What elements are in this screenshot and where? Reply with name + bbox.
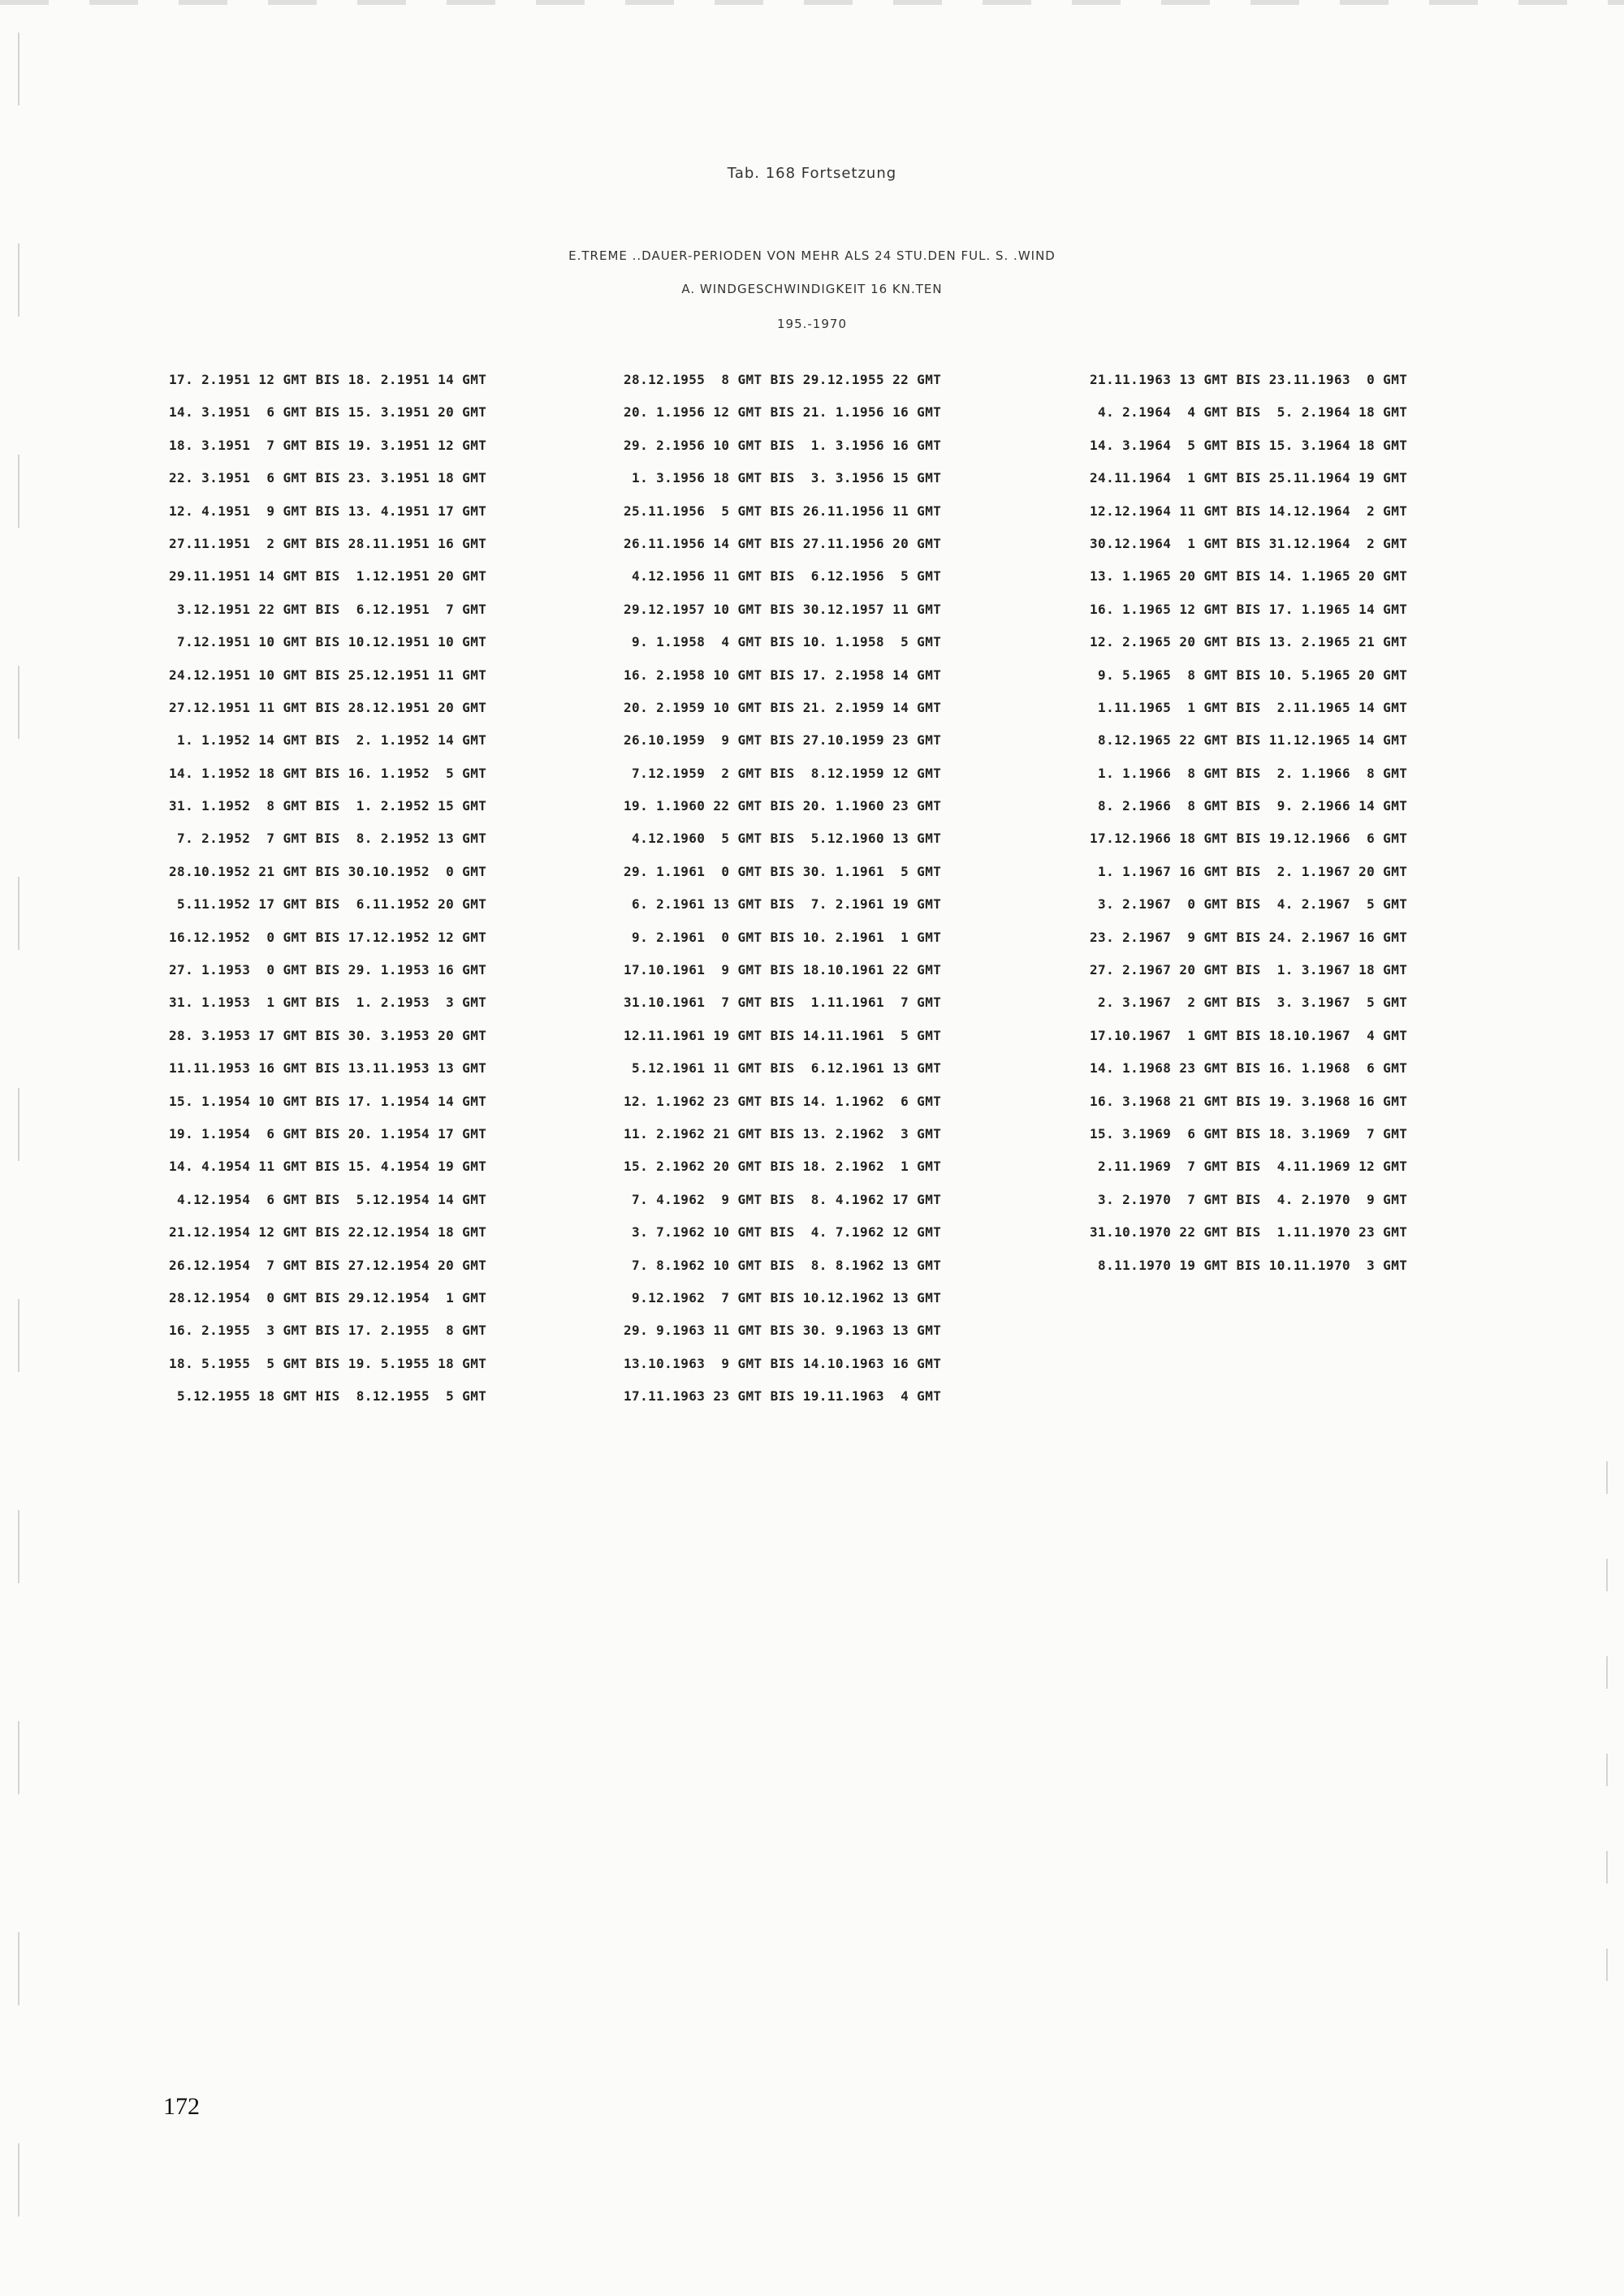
period-row: 15. 3.1969 6 GMT BIS 18. 3.1969 7 GMT <box>1090 1125 1408 1142</box>
period-row: 8. 2.1966 8 GMT BIS 9. 2.1966 14 GMT <box>1090 798 1408 814</box>
period-row: 14. 4.1954 11 GMT BIS 15. 4.1954 19 GMT <box>169 1159 487 1175</box>
period-row: 1. 1.1952 14 GMT BIS 2. 1.1952 14 GMT <box>169 732 487 749</box>
period-row: 3. 7.1962 10 GMT BIS 4. 7.1962 12 GMT <box>624 1224 942 1241</box>
period-column-3 <box>1090 364 1496 1282</box>
period-row: 16. 2.1955 3 GMT BIS 17. 2.1955 8 GMT <box>169 1323 487 1339</box>
period-row: 24.11.1964 1 GMT BIS 25.11.1964 19 GMT <box>1090 470 1408 486</box>
period-row: 19. 1.1960 22 GMT BIS 20. 1.1960 23 GMT <box>624 798 942 814</box>
period-row: 29.12.1957 10 GMT BIS 30.12.1957 11 GMT <box>624 601 942 617</box>
period-row: 6. 2.1961 13 GMT BIS 7. 2.1961 19 GMT <box>624 896 942 913</box>
period-row: 29. 1.1961 0 GMT BIS 30. 1.1961 5 GMT <box>624 863 942 879</box>
period-row: 16. 1.1965 12 GMT BIS 17. 1.1965 14 GMT <box>1090 601 1408 617</box>
period-row: 30.12.1964 1 GMT BIS 31.12.1964 2 GMT <box>1090 535 1408 551</box>
table-title: E.TREME ..DAUER-PERIODEN VON MEHR ALS 24 STU.DEN FUL. S. .WIND <box>568 248 1056 263</box>
period-row: 14. 1.1952 18 GMT BIS 16. 1.1952 5 GMT <box>169 765 487 781</box>
period-row: 27. 2.1967 20 GMT BIS 1. 3.1967 18 GMT <box>1090 962 1408 978</box>
period-row: 1.11.1965 1 GMT BIS 2.11.1965 14 GMT <box>1090 699 1408 715</box>
period-row: 17.11.1963 23 GMT BIS 19.11.1963 4 GMT <box>624 1388 942 1405</box>
period-row: 18. 5.1955 5 GMT BIS 19. 5.1955 18 GMT <box>169 1355 487 1371</box>
period-row: 2.11.1969 7 GMT BIS 4.11.1969 12 GMT <box>1090 1159 1408 1175</box>
period-row: 26.10.1959 9 GMT BIS 27.10.1959 23 GMT <box>624 732 942 749</box>
period-row: 12.11.1961 19 GMT BIS 14.11.1961 5 GMT <box>624 1027 942 1043</box>
period-row: 4.12.1960 5 GMT BIS 5.12.1960 13 GMT <box>624 831 942 847</box>
period-row: 1. 3.1956 18 GMT BIS 3. 3.1956 15 GMT <box>624 470 942 486</box>
period-row: 20. 2.1959 10 GMT BIS 21. 2.1959 14 GMT <box>624 699 942 715</box>
period-row: 7.12.1951 10 GMT BIS 10.12.1951 10 GMT <box>169 634 487 650</box>
period-row: 8.12.1965 22 GMT BIS 11.12.1965 14 GMT <box>1090 732 1408 749</box>
period-row: 4.12.1954 6 GMT BIS 5.12.1954 14 GMT <box>169 1191 487 1207</box>
period-row: 4. 2.1964 4 GMT BIS 5. 2.1964 18 GMT <box>1090 404 1408 421</box>
period-row: 17.10.1961 9 GMT BIS 18.10.1961 22 GMT <box>624 962 942 978</box>
period-row: 16.12.1952 0 GMT BIS 17.12.1952 12 GMT <box>169 929 487 945</box>
period-row: 9. 5.1965 8 GMT BIS 10. 5.1965 20 GMT <box>1090 667 1408 683</box>
period-row: 28.12.1954 0 GMT BIS 29.12.1954 1 GMT <box>169 1289 487 1306</box>
period-row: 28.12.1955 8 GMT BIS 29.12.1955 22 GMT <box>624 372 942 387</box>
period-row: 3.12.1951 22 GMT BIS 6.12.1951 7 GMT <box>169 601 487 617</box>
period-row: 27.12.1951 11 GMT BIS 28.12.1951 20 GMT <box>169 699 487 715</box>
period-row: 15. 1.1954 10 GMT BIS 17. 1.1954 14 GMT <box>169 1093 487 1109</box>
period-row: 5.12.1961 11 GMT BIS 6.12.1961 13 GMT <box>624 1060 942 1077</box>
period-row: 4.12.1956 11 GMT BIS 6.12.1956 5 GMT <box>624 568 942 585</box>
period-row: 16. 3.1968 21 GMT BIS 19. 3.1968 16 GMT <box>1090 1093 1408 1109</box>
table-subtitle: A. WINDGESCHWINDIGKEIT 16 KN.TEN <box>681 282 943 296</box>
period-row: 1. 1.1967 16 GMT BIS 2. 1.1967 20 GMT <box>1090 863 1408 879</box>
period-row: 7. 4.1962 9 GMT BIS 8. 4.1962 17 GMT <box>624 1191 942 1207</box>
period-row: 31. 1.1953 1 GMT BIS 1. 2.1953 3 GMT <box>169 995 487 1011</box>
period-row: 7. 2.1952 7 GMT BIS 8. 2.1952 13 GMT <box>169 831 487 847</box>
page-number: 172 <box>163 2093 200 2120</box>
period-row: 13.10.1963 9 GMT BIS 14.10.1963 16 GMT <box>624 1355 942 1371</box>
period-row: 1. 1.1966 8 GMT BIS 2. 1.1966 8 GMT <box>1090 765 1408 781</box>
period-row: 29. 2.1956 10 GMT BIS 1. 3.1956 16 GMT <box>624 437 942 453</box>
scan-edge-left <box>18 32 19 2257</box>
period-row: 12. 4.1951 9 GMT BIS 13. 4.1951 17 GMT <box>169 503 487 519</box>
period-column-2 <box>624 364 1030 1413</box>
period-row: 2. 3.1967 2 GMT BIS 3. 3.1967 5 GMT <box>1090 995 1408 1011</box>
period-row: 3. 2.1970 7 GMT BIS 4. 2.1970 9 GMT <box>1090 1191 1408 1207</box>
period-row: 5.12.1955 18 GMT HIS 8.12.1955 5 GMT <box>169 1388 487 1405</box>
period-row: 7. 8.1962 10 GMT BIS 8. 8.1962 13 GMT <box>624 1257 942 1273</box>
period-row: 31.10.1970 22 GMT BIS 1.11.1970 23 GMT <box>1090 1224 1408 1241</box>
period-row: 7.12.1959 2 GMT BIS 8.12.1959 12 GMT <box>624 765 942 781</box>
period-row: 17.10.1967 1 GMT BIS 18.10.1967 4 GMT <box>1090 1027 1408 1043</box>
period-row: 14. 3.1951 6 GMT BIS 15. 3.1951 20 GMT <box>169 404 487 421</box>
period-row: 27. 1.1953 0 GMT BIS 29. 1.1953 16 GMT <box>169 962 487 978</box>
period-row: 17.12.1966 18 GMT BIS 19.12.1966 6 GMT <box>1090 831 1408 847</box>
period-row: 12.12.1964 11 GMT BIS 14.12.1964 2 GMT <box>1090 503 1408 519</box>
period-row: 12. 1.1962 23 GMT BIS 14. 1.1962 6 GMT <box>624 1093 942 1109</box>
table-caption: Tab. 168 Fortsetzung <box>727 165 897 182</box>
period-row: 25.11.1956 5 GMT BIS 26.11.1956 11 GMT <box>624 503 942 519</box>
period-row: 9. 1.1958 4 GMT BIS 10. 1.1958 5 GMT <box>624 634 942 650</box>
period-row: 15. 2.1962 20 GMT BIS 18. 2.1962 1 GMT <box>624 1159 942 1175</box>
period-row: 31.10.1961 7 GMT BIS 1.11.1961 7 GMT <box>624 995 942 1011</box>
period-row: 23. 2.1967 9 GMT BIS 24. 2.1967 16 GMT <box>1090 929 1408 945</box>
period-row: 28. 3.1953 17 GMT BIS 30. 3.1953 20 GMT <box>169 1027 487 1043</box>
period-row: 19. 1.1954 6 GMT BIS 20. 1.1954 17 GMT <box>169 1125 487 1142</box>
period-row: 12. 2.1965 20 GMT BIS 13. 2.1965 21 GMT <box>1090 634 1408 650</box>
period-row: 9. 2.1961 0 GMT BIS 10. 2.1961 1 GMT <box>624 929 942 945</box>
period-row: 3. 2.1967 0 GMT BIS 4. 2.1967 5 GMT <box>1090 896 1408 913</box>
period-row: 29. 9.1963 11 GMT BIS 30. 9.1963 13 GMT <box>624 1323 942 1339</box>
scan-edge-top <box>0 0 1624 5</box>
period-row: 20. 1.1956 12 GMT BIS 21. 1.1956 16 GMT <box>624 404 942 421</box>
table-period: 195.-1970 <box>777 317 847 331</box>
period-row: 14. 3.1964 5 GMT BIS 15. 3.1964 18 GMT <box>1090 437 1408 453</box>
period-row: 5.11.1952 17 GMT BIS 6.11.1952 20 GMT <box>169 896 487 913</box>
period-row: 21.12.1954 12 GMT BIS 22.12.1954 18 GMT <box>169 1224 487 1241</box>
period-row: 24.12.1951 10 GMT BIS 25.12.1951 11 GMT <box>169 667 487 683</box>
period-row: 14. 1.1968 23 GMT BIS 16. 1.1968 6 GMT <box>1090 1060 1408 1077</box>
period-row: 26.12.1954 7 GMT BIS 27.12.1954 20 GMT <box>169 1257 487 1273</box>
period-row: 11.11.1953 16 GMT BIS 13.11.1953 13 GMT <box>169 1060 487 1077</box>
period-row: 22. 3.1951 6 GMT BIS 23. 3.1951 18 GMT <box>169 470 487 486</box>
period-row: 21.11.1963 13 GMT BIS 23.11.1963 0 GMT <box>1090 372 1408 387</box>
period-column-1 <box>169 364 575 1413</box>
period-row: 17. 2.1951 12 GMT BIS 18. 2.1951 14 GMT <box>169 372 487 387</box>
period-row: 16. 2.1958 10 GMT BIS 17. 2.1958 14 GMT <box>624 667 942 683</box>
period-row: 13. 1.1965 20 GMT BIS 14. 1.1965 20 GMT <box>1090 568 1408 585</box>
scan-edge-right <box>1606 1461 1608 2030</box>
period-row: 27.11.1951 2 GMT BIS 28.11.1951 16 GMT <box>169 535 487 551</box>
period-row: 11. 2.1962 21 GMT BIS 13. 2.1962 3 GMT <box>624 1125 942 1142</box>
period-row: 9.12.1962 7 GMT BIS 10.12.1962 13 GMT <box>624 1289 942 1306</box>
period-row: 26.11.1956 14 GMT BIS 27.11.1956 20 GMT <box>624 535 942 551</box>
period-row: 28.10.1952 21 GMT BIS 30.10.1952 0 GMT <box>169 863 487 879</box>
period-row: 29.11.1951 14 GMT BIS 1.12.1951 20 GMT <box>169 568 487 585</box>
period-row: 8.11.1970 19 GMT BIS 10.11.1970 3 GMT <box>1090 1257 1408 1273</box>
period-row: 31. 1.1952 8 GMT BIS 1. 2.1952 15 GMT <box>169 798 487 814</box>
period-row: 18. 3.1951 7 GMT BIS 19. 3.1951 12 GMT <box>169 437 487 453</box>
